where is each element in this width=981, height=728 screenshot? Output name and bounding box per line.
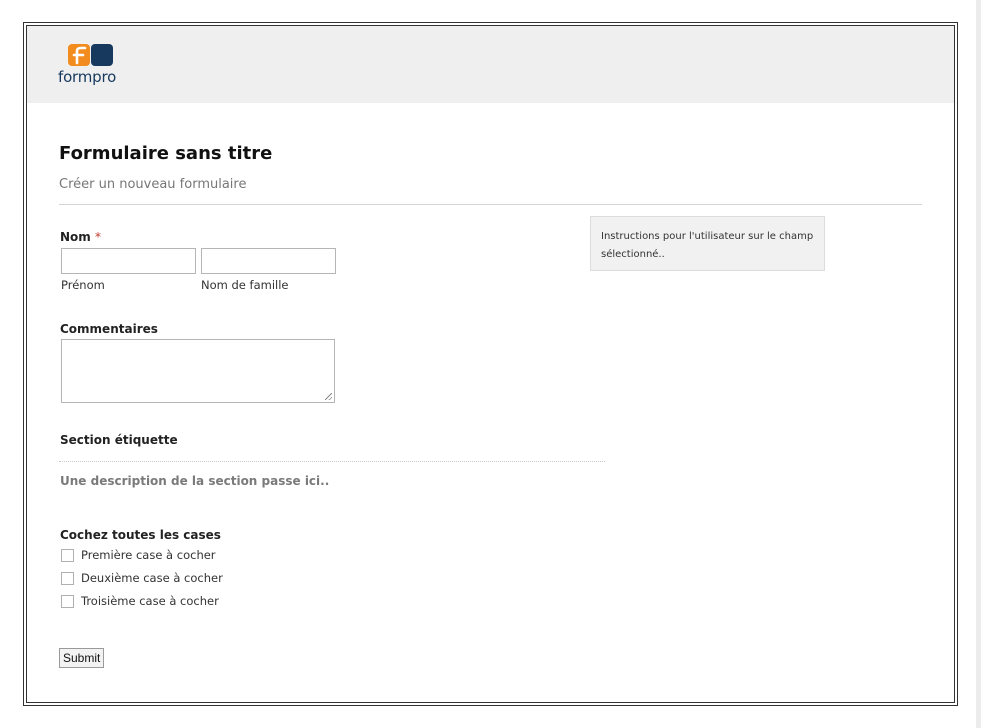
required-indicator: * <box>94 230 101 244</box>
last-name-sublabel: Nom de famille <box>201 278 289 292</box>
name-label-text: Nom <box>60 230 91 244</box>
checkbox-option-label[interactable]: Troisième case à cocher <box>81 594 219 608</box>
comments-textarea[interactable] <box>61 339 335 403</box>
first-name-sublabel: Prénom <box>61 278 105 292</box>
checkbox-option[interactable] <box>61 593 219 609</box>
checkbox-option-label[interactable]: Première case à cocher <box>81 548 216 562</box>
checkbox[interactable] <box>61 549 74 562</box>
form-frame <box>23 22 958 706</box>
title-divider <box>59 204 922 205</box>
name-field-label <box>60 230 101 244</box>
checkbox-option-label[interactable]: Deuxième case à cocher <box>81 571 223 585</box>
checkbox[interactable] <box>61 572 74 585</box>
instructions-text: Instructions pour l'utilisateur sur le champ sélectionné.. <box>601 231 814 260</box>
submit-button[interactable]: Submit <box>59 648 104 668</box>
page-scrollbar[interactable] <box>976 0 981 728</box>
section-divider <box>59 461 605 462</box>
checkbox-field-label: Cochez toutes les cases <box>60 528 221 542</box>
formpro-logo-icon <box>68 43 114 67</box>
last-name-input[interactable] <box>201 248 336 274</box>
first-name-input[interactable] <box>61 248 196 274</box>
section-description: Une description de la section passe ici.. <box>60 474 330 488</box>
formpro-logo <box>58 43 138 89</box>
checkbox-option[interactable] <box>61 570 223 586</box>
checkbox[interactable] <box>61 595 74 608</box>
form-container <box>26 25 955 703</box>
form-subtitle: Créer un nouveau formulaire <box>59 177 247 192</box>
form-header <box>27 26 954 103</box>
logo-wordmark: formpro <box>58 68 117 86</box>
instructions-panel <box>590 216 825 271</box>
resize-grip-icon[interactable] <box>325 393 332 400</box>
comments-field-label: Commentaires <box>60 322 158 336</box>
section-label: Section étiquette <box>60 433 178 447</box>
checkbox-option[interactable] <box>61 547 216 563</box>
form-title: Formulaire sans titre <box>59 143 273 164</box>
